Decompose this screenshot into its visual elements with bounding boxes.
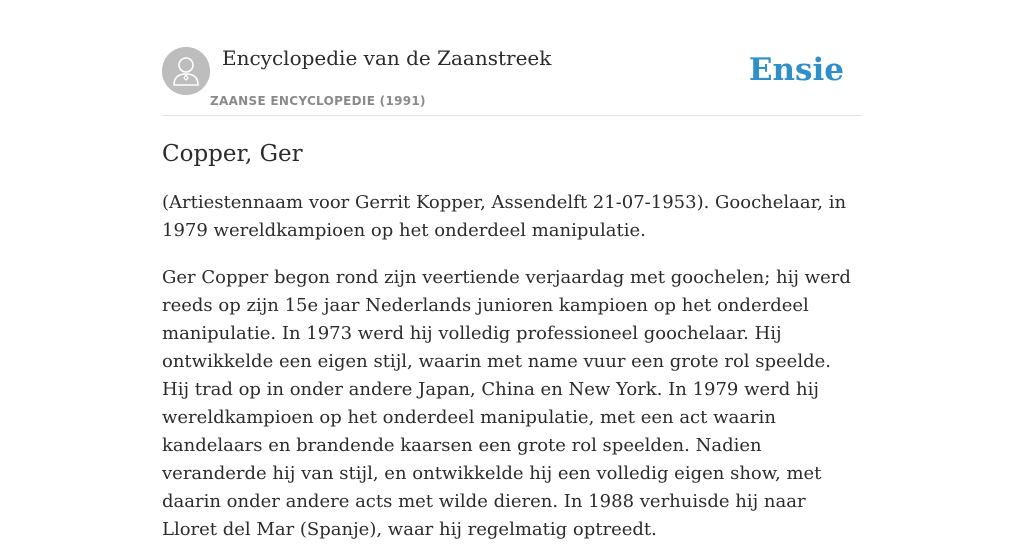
- source-subtitle-link[interactable]: ZAANSE ENCYCLOPEDIE (1991): [210, 94, 426, 108]
- article-paragraph-1: (Artiestennaam voor Gerrit Kopper, Assendelft 21-07-1953). Goochelaar, in 1979 wereldkampioen op het onderdeel manipulatie.: [162, 192, 847, 241]
- user-placeholder-icon[interactable]: [162, 47, 210, 95]
- source-header: [162, 0, 862, 116]
- article-title: Copper, Ger: [162, 141, 303, 167]
- ensie-logo-link[interactable]: Ensie: [748, 52, 844, 88]
- article-paragraph-2: Ger Copper begon rond zijn veertiende verjaardag met goochelen; hij werd reeds op zijn 15e jaar Nederlands junioren kampioen op het onderdeel manipulatie. In 1973 werd hij volledig professioneel goochelaar. Hij ontwikkelde een eigen stijl, waarin met name vuur een grote rol speelde. Hij trad op in onder andere Japan, China en New York. In 1979 werd hij wereldkampioen op het onderdeel manipulatie, met een act waarin kandelaars en brandende kaarsen een grote rol speelden. Nadien veranderde hij van stijl, en ontwikkelde hij een volledig eigen show, met daarin onder andere acts met wilde dieren. In 1988 verhuisde hij naar Lloret del Mar (Spanje), waar hij regelmatig optreedt.: [162, 267, 851, 540]
- source-title-link[interactable]: Encyclopedie van de Zaanstreek: [222, 46, 552, 70]
- article: [162, 136, 862, 544]
